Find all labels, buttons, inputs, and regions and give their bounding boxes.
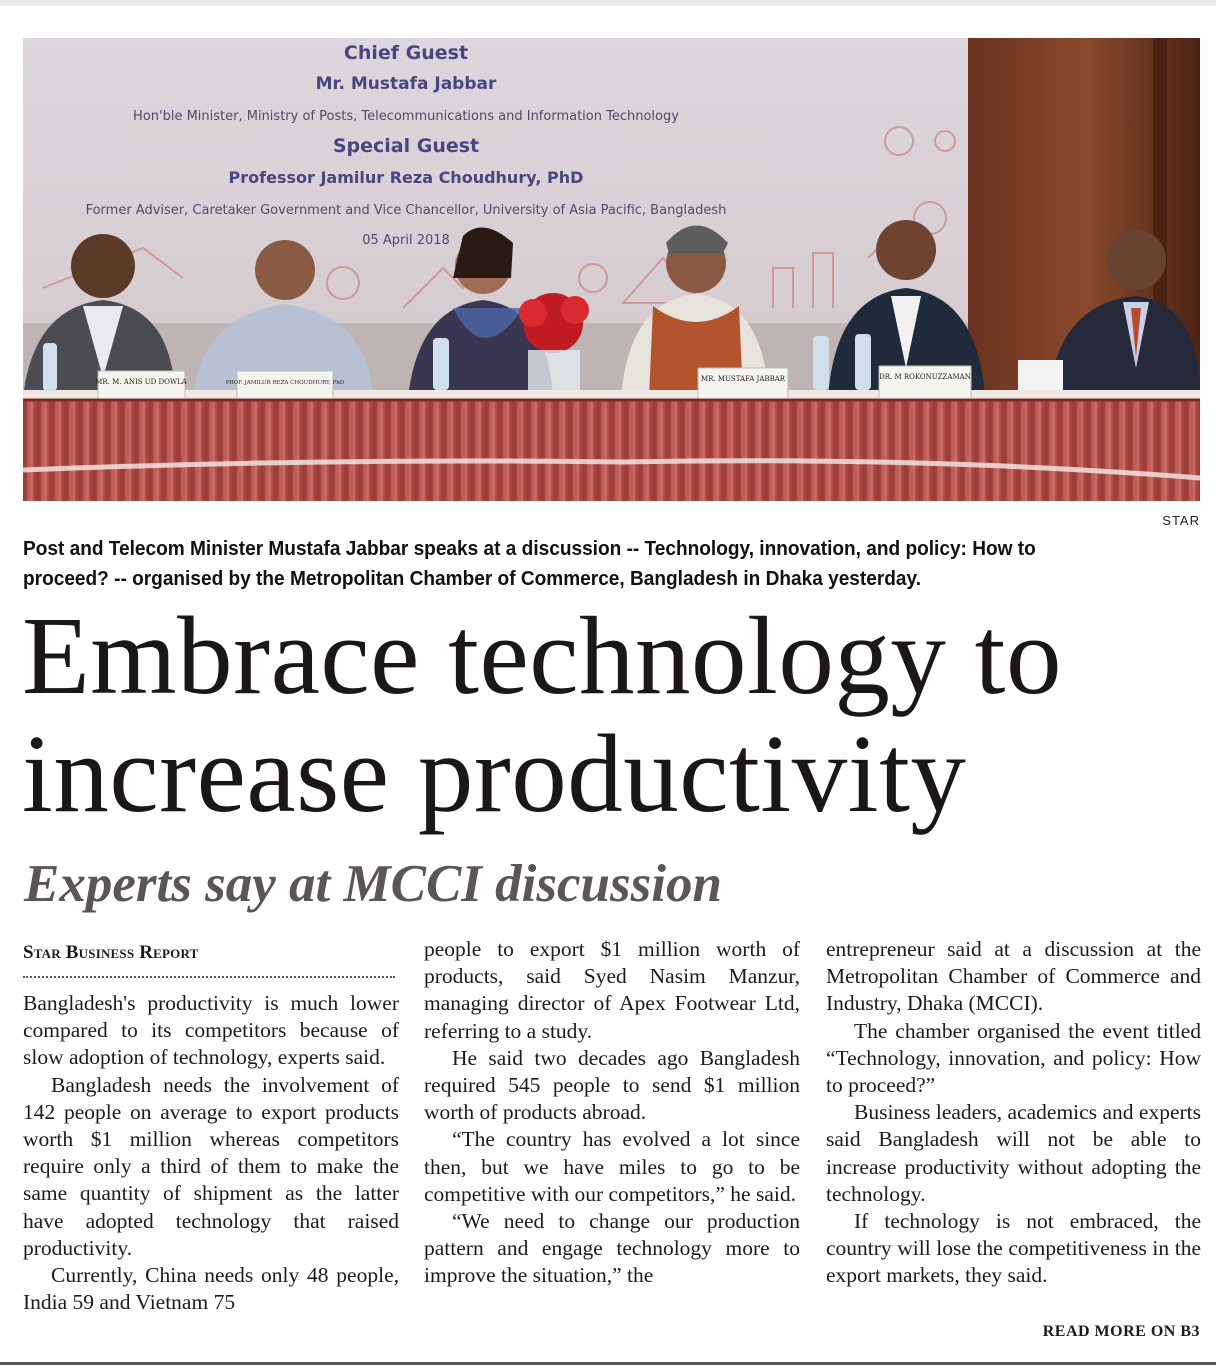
paragraph: Bangladesh needs the involvement of 142 people on average to export products worth $1 million whereas competitors require only a third of them to make the same quantity of shipment as the latter have adopted technology that raised productivity.	[23, 1072, 399, 1260]
nameplate-1: MR. M. ANIS UD DOWLA	[95, 378, 187, 386]
banner-chief-guest-name: Mr. Mustafa Jabbar	[315, 74, 497, 94]
paragraph: Bangladesh's productivity is much lower compared to its competitors because of slow adoption of technology, experts said.	[23, 991, 399, 1070]
paragraph: Business leaders, academics and experts said Bangladesh will not be able to increase productivity without adopting the technology.	[826, 1100, 1201, 1206]
headline: Embrace technology to increase productivity	[22, 595, 1062, 836]
article-column-3	[826, 936, 1201, 1290]
banner-date: 05 April 2018	[362, 233, 450, 248]
paragraph: “We need to change our production pattern and engage technology more to improve the situation,” the	[424, 1209, 800, 1288]
banner-special-guest-label: Special Guest	[332, 135, 480, 157]
article-column-2	[424, 936, 800, 1290]
nameplate-3: MR. MUSTAFA JABBAR	[700, 375, 786, 383]
article-column-1	[23, 936, 399, 1316]
paragraph: entrepreneur said at a discussion at the Metropolitan Chamber of Commerce and Industry, Dhaka (MCCI).	[826, 937, 1201, 1016]
deck: Experts say at MCCI discussion	[24, 855, 722, 913]
bottom-rule	[0, 1362, 1216, 1365]
photo-credit: STAR	[1162, 513, 1200, 528]
banner-chief-guest-label: Chief Guest	[343, 42, 469, 64]
banner-special-guest-title: Former Adviser, Caretaker Government and Vice Chancellor, University of Asia Pacific, Bangladesh	[85, 203, 727, 218]
byline: Star Business Report	[23, 942, 199, 963]
nameplate-2: PROF. JAMILUR REZA CHOUDHURY, PhD	[225, 380, 345, 386]
paragraph: If technology is not embraced, the country will lose the competitiveness in the export markets, they said.	[826, 1209, 1201, 1288]
table-skirt	[23, 400, 1200, 501]
paragraph: He said two decades ago Bangladesh required 545 people to send $1 million worth of products abroad.	[424, 1045, 800, 1125]
paragraph: The chamber organised the event titled “Technology, innovation, and policy: How to proceed?”	[826, 1018, 1201, 1098]
paragraph: “The country has evolved a lot since then, but we have miles to go to be competitive with our competitors,” he said.	[424, 1127, 800, 1206]
photo-illustration	[23, 38, 1200, 501]
event-photo	[23, 38, 1200, 501]
nameplate-4: DR. M ROKONUZZAMAN	[879, 373, 971, 381]
top-rule	[0, 0, 1216, 6]
byline-divider	[23, 968, 395, 978]
banner-special-guest-name: Professor Jamilur Reza Choudhury, PhD	[228, 168, 584, 187]
read-more-jump[interactable]: READ MORE ON B3	[1042, 1323, 1200, 1340]
photo-caption: Post and Telecom Minister Mustafa Jabbar speaks at a discussion -- Technology, innovation, and policy: How to proceed? -- organised by the Metropolitan Chamber of Commerce, Bangladesh in Dhaka yesterday.	[23, 537, 1036, 590]
paragraph: people to export $1 million worth of products, said Syed Nasim Manzur, managing director of Apex Footwear Ltd, referring to a study.	[424, 937, 800, 1043]
banner-chief-guest-title: Hon'ble Minister, Ministry of Posts, Telecommunications and Information Technology	[133, 109, 679, 124]
paragraph: Currently, China needs only 48 people, India 59 and Vietnam 75	[23, 1263, 399, 1315]
